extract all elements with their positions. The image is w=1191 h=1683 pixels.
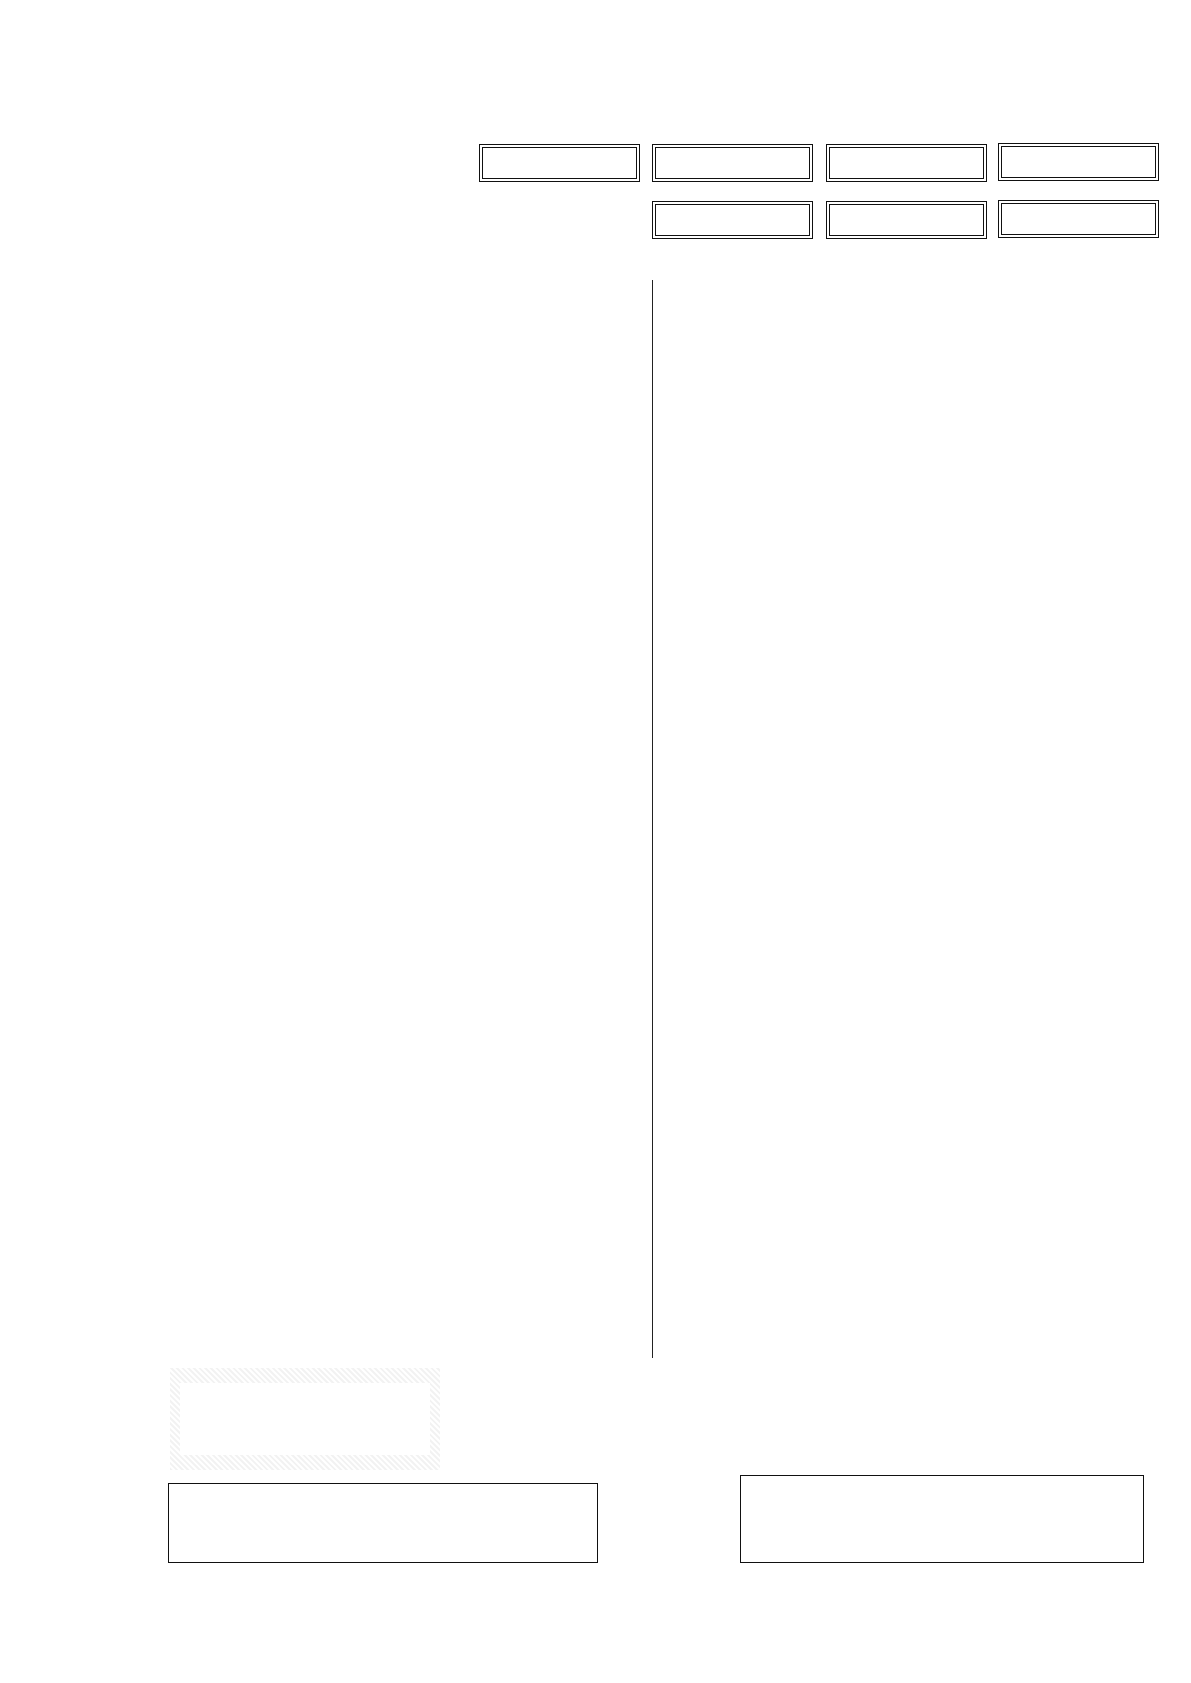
board-label-dr3	[829, 147, 984, 179]
column-divider	[652, 280, 653, 1358]
french-safety-note	[168, 1483, 598, 1563]
board-label-dr5	[655, 204, 810, 236]
board-label-dr6	[829, 204, 984, 236]
board-label-dr1	[482, 147, 637, 179]
board-label-dr7	[1001, 203, 1156, 235]
board-label-dr4	[1001, 146, 1156, 178]
board-name-note	[740, 1475, 1144, 1563]
board-label-dr2	[655, 147, 810, 179]
safety-note-background	[180, 1383, 430, 1455]
